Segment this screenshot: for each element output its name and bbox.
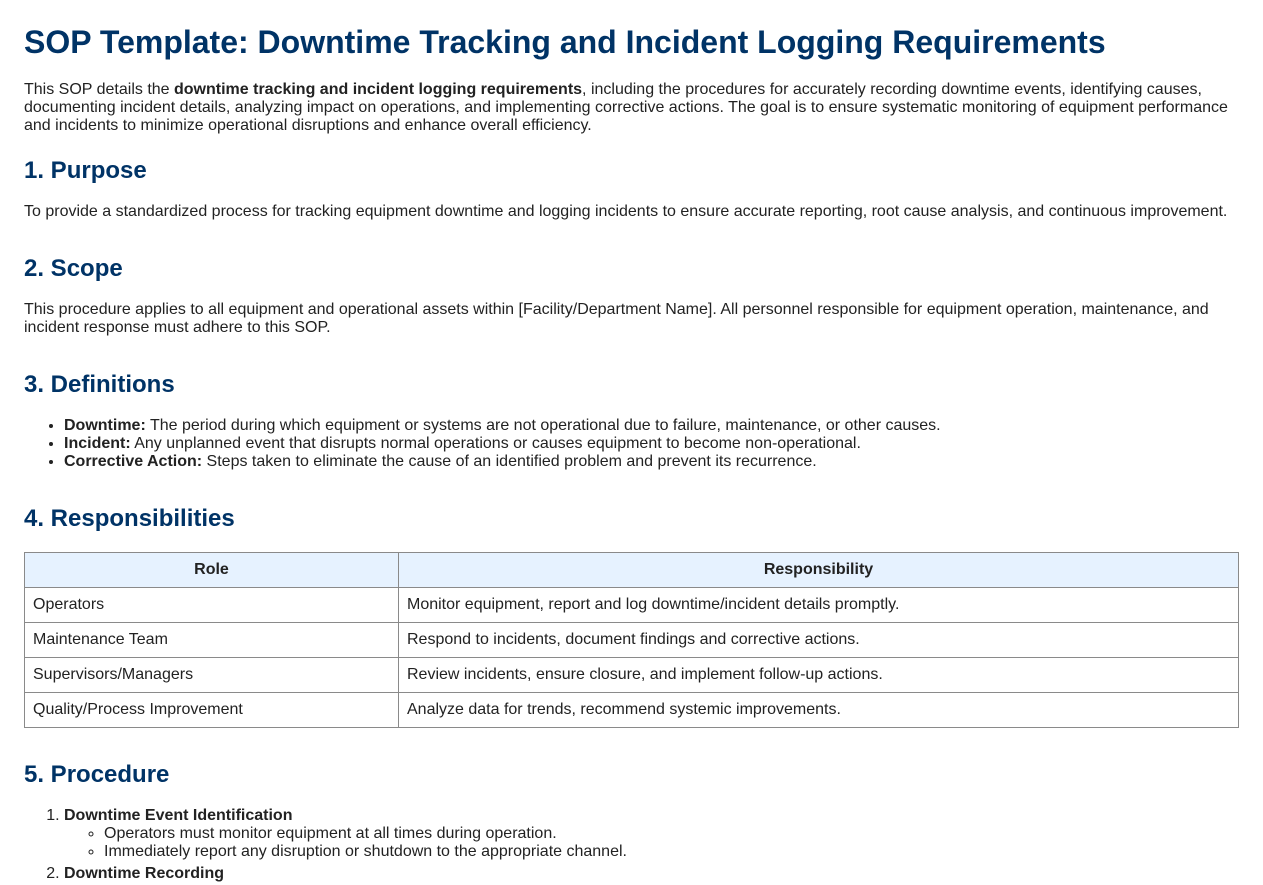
table-row	[25, 623, 1239, 658]
responsibility-cell: Monitor equipment, report and log downtime/incident details promptly.	[399, 588, 1239, 623]
procedure-steps	[24, 807, 627, 885]
definition-term: Downtime:	[64, 417, 146, 434]
column-header-role: Role	[25, 553, 399, 588]
table-header-row	[25, 553, 1239, 588]
definition-text: Steps taken to eliminate the cause of an identified problem and prevent its recurrence.	[202, 453, 817, 470]
responsibility-cell: Review incidents, ensure closure, and implement follow-up actions.	[399, 658, 1239, 693]
table-row	[25, 693, 1239, 728]
procedure-step	[64, 865, 627, 883]
scope-heading: 2. Scope	[24, 255, 123, 282]
procedure-substeps	[64, 825, 627, 861]
intro-paragraph	[24, 81, 1239, 135]
scope-text: This procedure applies to all equipment and operational assets within [Facility/Department Name]. All personnel responsible for equipment operation, maintenance, and incident response must adhere to this SOP.	[24, 301, 1209, 336]
page-title: SOP Template: Downtime Tracking and Incident Logging Requirements	[24, 24, 1106, 60]
purpose-heading: 1. Purpose	[24, 157, 147, 184]
definitions-heading: 3. Definitions	[24, 371, 175, 398]
responsibilities-heading: 4. Responsibilities	[24, 505, 235, 532]
role-cell: Supervisors/Managers	[25, 658, 399, 693]
procedure-substep: ◦ Immediately report any disruption or shutdown to the appropriate channel.	[104, 843, 627, 861]
purpose-text: To provide a standardized process for tracking equipment downtime and logging incidents to ensure accurate reporting, root cause analysis, and continuous improvement.	[24, 203, 1228, 220]
responsibility-cell: Respond to incidents, document findings and corrective actions.	[399, 623, 1239, 658]
intro-text-bold: downtime tracking and incident logging requirements	[174, 81, 583, 98]
table-row	[25, 588, 1239, 623]
definition-text: Any unplanned event that disrupts normal operations or causes equipment to become non-operational.	[130, 435, 861, 452]
table-row	[25, 658, 1239, 693]
definition-item	[64, 417, 941, 435]
definition-item	[64, 453, 941, 471]
procedure-step-title: Downtime Event Identification	[64, 807, 293, 824]
procedure-substep: ◦ Operators must monitor equipment at all times during operation.	[104, 825, 627, 843]
role-cell: Operators	[25, 588, 399, 623]
role-cell: Quality/Process Improvement	[25, 693, 399, 728]
definitions-list	[24, 417, 941, 471]
column-header-responsibility: Responsibility	[399, 553, 1239, 588]
procedure-step	[64, 807, 627, 861]
definition-term: Incident:	[64, 435, 131, 452]
role-cell: Maintenance Team	[25, 623, 399, 658]
definition-term: Corrective Action:	[64, 453, 203, 470]
procedure-heading: 5. Procedure	[24, 761, 170, 788]
intro-text-after: , including the procedures for accurately recording downtime events, identifying causes, documenting incident details, analyzing impact on operations, and implementing corrective actions. The goal is to ensure systematic monitoring of equipment performance and incidents to minimize operational disruptions and enhance overall efficiency.	[24, 81, 1228, 134]
responsibilities-table	[24, 552, 1239, 728]
definition-text: The period during which equipment or systems are not operational due to failure, maintenance, or other causes.	[145, 417, 941, 434]
definition-item	[64, 435, 941, 453]
responsibility-cell: Analyze data for trends, recommend systemic improvements.	[399, 693, 1239, 728]
procedure-step-title: Downtime Recording	[64, 865, 225, 882]
intro-text-before: This SOP details the	[24, 81, 174, 98]
